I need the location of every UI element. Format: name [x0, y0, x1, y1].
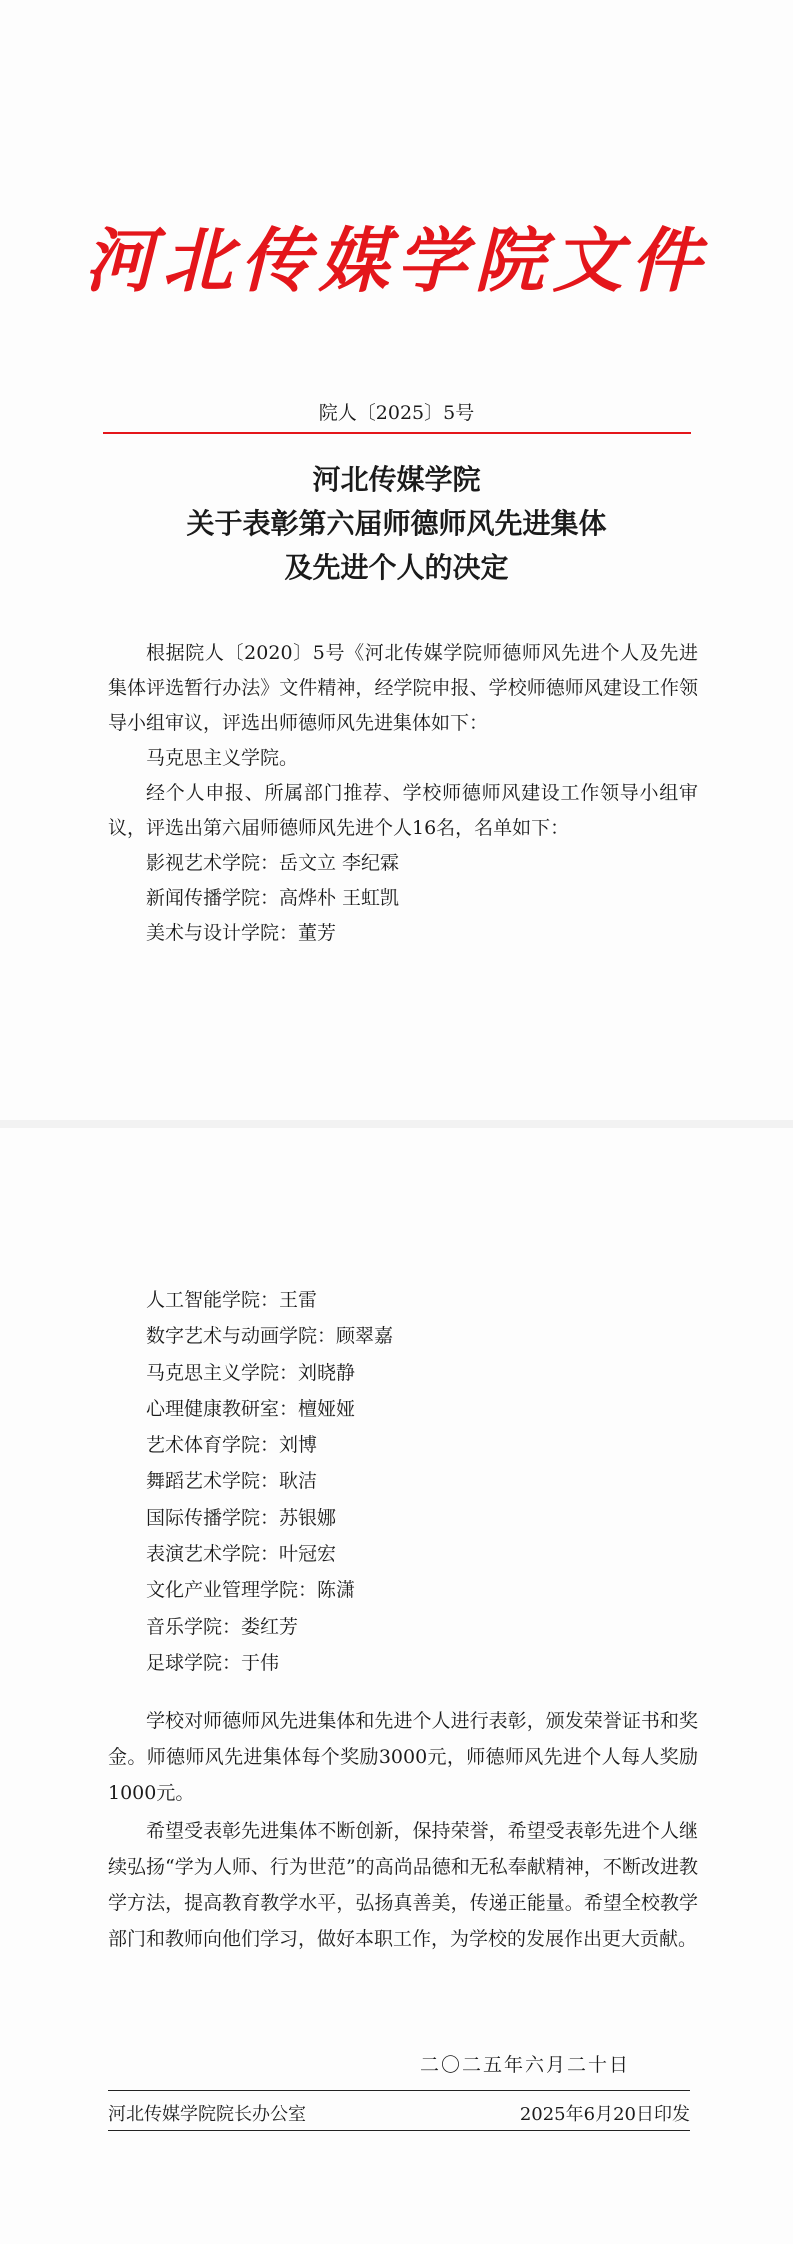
list-item: 心理健康教研室：檀娅娅: [146, 1397, 356, 1420]
page-2-body: [108, 1703, 698, 1959]
red-masthead: 河北传媒学院文件: [84, 219, 709, 302]
footer-issue-date: 2025年6月20日印发: [519, 2104, 690, 2125]
list-item: 马克思主义学院：刘晓静: [146, 1361, 356, 1384]
list-item: 艺术体育学院：刘博: [146, 1434, 318, 1457]
page-1-body: [108, 636, 698, 951]
list-item: 音乐学院：娄红芳: [146, 1615, 299, 1638]
list-item: 新闻传播学院：高烨朴 王虹凯: [146, 887, 400, 909]
title-line-2: 关于表彰第六届师德师风先进集体: [186, 507, 607, 540]
list-item: 足球学院：于伟: [146, 1651, 280, 1674]
footer: [108, 2100, 690, 2126]
signing-date: 二〇二五年六月二十日: [420, 2054, 631, 2076]
list-item: 表演艺术学院：叶冠宏: [146, 1543, 337, 1566]
document-number: 院人〔2025〕5号: [318, 402, 475, 424]
honoree-list: [108, 1282, 698, 1681]
page-separator: [0, 1120, 793, 1128]
list-item: 舞蹈艺术学院：耿洁: [146, 1470, 318, 1493]
paragraph: 根据院人〔2020〕5号《河北传媒学院师德师风先进个人及先进集体评选暂行办法》文件精神，经学院申报、学校师德师风建设工作领导小组审议，评选出师德师风先进集体如下：: [108, 642, 698, 734]
paragraph: 经个人申报、所属部门推荐、学校师德师风建设工作领导小组审议，评选出第六届师德师风先进个人16名，名单如下：: [108, 782, 698, 839]
red-divider-line: [103, 432, 691, 434]
paragraph: 马克思主义学院。: [146, 747, 299, 769]
list-item: 文化产业管理学院：陈潇: [146, 1579, 356, 1602]
title-line-3: 及先进个人的决定: [284, 551, 509, 584]
list-item: 影视艺术学院：岳文立 李纪霖: [146, 852, 400, 874]
list-item: 人工智能学院：王雷: [146, 1289, 318, 1311]
paragraph: 希望受表彰先进集体不断创新，保持荣誉，希望受表彰先进个人继续弘扬“学为人师、行为世范”的高尚品德和无私奉献精神，不断改进教学方法，提高教育教学水平，弘扬真善美，传递正能量。希望全校教学部门和教师向他们学习，做好本职工作，为学校的发展作出更大贡献。: [108, 1820, 698, 1950]
list-item: 数字艺术与动画学院：顾翠嘉: [146, 1325, 394, 1348]
footer-issuer: 河北传媒学院院长办公室: [108, 2104, 306, 2125]
footer-bottom-rule: [108, 2130, 690, 2131]
list-item: 国际传播学院：苏银娜: [146, 1506, 337, 1529]
list-item: 美术与设计学院：董芳: [146, 922, 337, 944]
title-line-1: 河北传媒学院: [312, 463, 481, 496]
footer-top-rule: [108, 2090, 690, 2091]
paragraph: 学校对师德师风先进集体和先进个人进行表彰，颁发荣誉证书和奖金。师德师风先进集体每个奖励3000元，师德师风先进个人每人奖励1000元。: [108, 1710, 698, 1804]
document-title: [0, 458, 793, 590]
